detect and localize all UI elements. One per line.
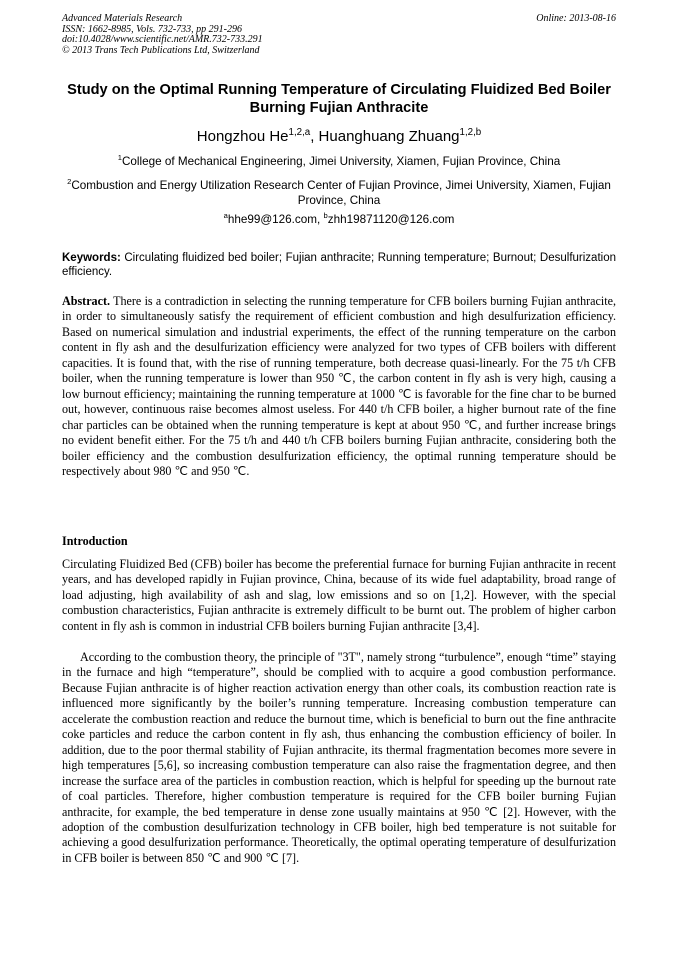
author-list: [62, 128, 616, 146]
affiliation-text: College of Mechanical Engineering, Jimei University, Xiamen, Fujian Province, China: [121, 155, 561, 168]
email-superscript: a: [223, 211, 228, 221]
affiliation-superscript: 1: [117, 153, 122, 163]
author-superscript: 1,2,b: [459, 127, 482, 138]
journal-header: [62, 14, 616, 56]
author-emails: [62, 213, 616, 228]
abstract-text: There is a contradiction in selecting the running temperature for CFB boilers burning Fujian anthracite, in order to simultaneously satisfy the requirement of efficient combustion and high desulfurization efficiency. Based on numerical simulation and industrial experiments, the effect of the running temperature on the carbon content in fly ash and the desulfurization efficiency were analyzed for two types of CFB boilers with different capacities. It is found that, with the rise of running temperature, both decrease quasi-linearly. For the 75 t/h CFB boiler, when the running temperature is lower than 950 ℃, the carbon content in fly ash is very high, causing a low burnout efficiency; maintaining the running temperature at 1000 ℃ is favorable for the fine char to be burned out, however, continuous raise becomes almost useless. For 440 t/h CFB boiler, a higher burnout rate of the fine char particles can be obtained when the running temperature is kept at about 950 ℃, and further increase brings no evident benefit either. For the 75 t/h and 440 t/h CFB boilers burning Fujian anthracite, considering both the boiler efficiency and the combustion desulfurization efficiency, the optimal running temperature should be respectively about 980 ℃ and 950 ℃.: [62, 294, 616, 478]
author-separator: ,: [310, 128, 319, 145]
journal-doi: doi:10.4028/www.scientific.net/AMR.732-733.291: [62, 34, 263, 45]
keywords: [62, 251, 616, 279]
email-address: hhe99@126.com: [227, 213, 318, 226]
paper-title: Study on the Optimal Running Temperature of Circulating Fluidized Bed Boiler Burning Fujian Anthracite: [67, 82, 611, 116]
keywords-label: Keywords:: [62, 252, 121, 264]
online-date: Online: 2013-08-16: [536, 13, 616, 24]
affiliation-text: Combustion and Energy Utilization Research Center of Fujian Province, Jimei University, Xiamen, Fujian Province, China: [71, 179, 611, 207]
journal-name: Advanced Materials Research: [62, 13, 183, 24]
email-superscript: b: [323, 211, 328, 221]
section-heading-introduction: Introduction: [62, 534, 128, 548]
keywords-text: Circulating fluidized bed boiler; Fujian anthracite; Running temperature; Burnout; Desulfurization efficiency.: [62, 252, 616, 278]
abstract-label: Abstract.: [62, 294, 111, 308]
intro-paragraph-2: According to the combustion theory, the principle of "3T", namely strong “turbulence”, enough “time” staying in the furnace and high “temperature”, should be complied with to acquire a good combustion performance. Because Fujian anthracite is of higher reaction activation energy than other coals, its combustion reaction rate is influenced more significantly by the boiler’s running temperature. Increasing combustion temperature can accelerate the combustion reaction and reduce the burnout time, which is beneficial to burn out the fine anthracite coke particles and reduce the carbon content in fly ash, thus enhancing the combustion efficiency of boiler. In addition, due to the poor thermal stability of Fujian anthracite, its thermal fragmentation becomes more severe in high temperatures [5,6], so increasing combustion temperature can also raise the fragmentation degree, and then increase the surface area of the particles in combustion reaction, which is helpful for speeding up the burnout rate of coal particles. Therefore, higher combustion temperature is required for the CFB boiler burning Fujian anthracite, for example, the bed temperature in dense zone usually maintains at 950 ℃ [2]. However, with the adoption of the combustion desulfurization technology in CFB boiler, high bed temperature is not suitable for achieving a good desulfurization performance. Theoretically, the optimal operating temperature of desulfurization in CFB boiler is between 850 ℃ and 900 ℃ [7].: [62, 650, 616, 865]
affiliation-2: [62, 179, 616, 208]
email-address: zhh19871120@126.com: [327, 213, 455, 226]
abstract: [62, 294, 616, 479]
affiliation-1: [62, 155, 616, 170]
journal-copyright: © 2013 Trans Tech Publications Ltd, Switzerland: [62, 44, 260, 56]
affiliation-superscript: 2: [67, 177, 72, 187]
journal-issn: ISSN: 1662-8985, Vols. 732-733, pp 291-296: [62, 23, 242, 35]
author-superscript: 1,2,a: [288, 127, 311, 138]
email-separator: ,: [317, 213, 324, 226]
author-name: Huanghuang Zhuang: [318, 128, 460, 145]
author-name: Hongzhou He: [196, 128, 289, 145]
intro-paragraph-1: Circulating Fluidized Bed (CFB) boiler has become the preferential furnace for burning Fujian anthracite in recent years, and has developed rapidly in Fujian province, China, because of its wide fuel adaptability, broad range of load adjusting, high availability of ash and slag, low emissions and so on [1,2]. However, with the special combustion characteristics, Fujian anthracite is extremely difficult to be burnt out. The problem of higher carbon content in fly ash is common in industrial CFB boilers burning Fujian anthracite [3,4].: [62, 557, 616, 633]
